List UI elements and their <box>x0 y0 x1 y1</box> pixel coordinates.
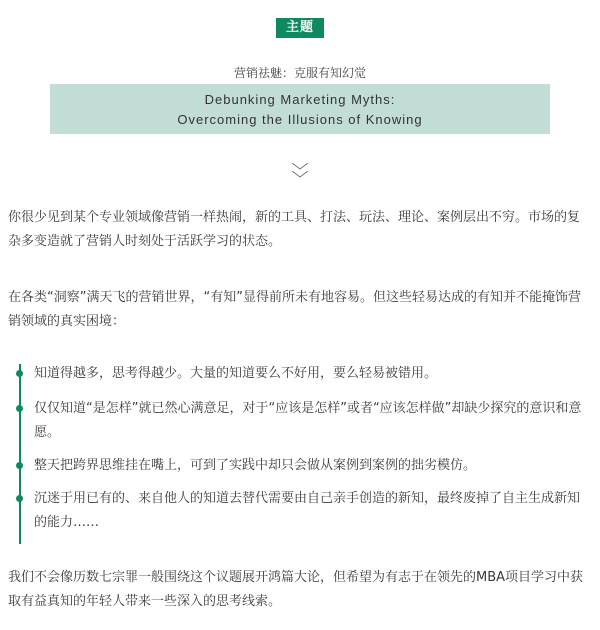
english-title-box <box>50 84 550 134</box>
bullet-dot-icon <box>16 495 23 502</box>
closing-paragraph: 我们不会像历数七宗罪一般围绕这个议题展开鸿篇大论，但希望为有志于在领先的MBA项目学习中获取有益真知的年轻人带来一些深入的思考线索。 <box>8 570 584 609</box>
list-item: 整天把跨界思维挂在嘴上，可到了实践中却只会做从案例到案例的拙劣模仿。 <box>34 458 477 473</box>
list-item: 沉迷于用已有的、来自他人的知道去替代需要由自己亲手创造的新知，最终废掉了自主生成新知的能力…… <box>34 491 581 530</box>
dilemma-paragraph: 在各类“洞察”满天飞的营销世界，“有知”显得前所未有地容易。但这些轻易达成的有知并不能掩饰营销领域的真实困境： <box>8 290 581 329</box>
double-chevron-down-icon <box>291 160 309 182</box>
intro-paragraph: 你很少见到某个专业领域像营销一样热闹，新的工具、打法、玩法、理论、案例层出不穷。市场的复杂多变造就了营销人时刻处于活跃学习的状态。 <box>8 210 581 249</box>
bullet-dot-icon <box>16 370 23 377</box>
english-title-line2: Overcoming the Illusions of Knowing <box>177 112 423 127</box>
english-title-line1: Debunking Marketing Myths: <box>204 92 396 107</box>
chinese-subtitle: 营销祛魅：克服有知幻觉 <box>233 66 366 80</box>
list-timeline-line <box>19 364 21 544</box>
topic-badge: 主题 <box>276 18 324 38</box>
list-item: 仅仅知道“是怎样”就已然心满意足，对于“应该是怎样”或者“应该怎样做”却缺少探究的意识和意愿。 <box>34 401 582 440</box>
bullet-dot-icon <box>16 405 23 412</box>
bullet-dot-icon <box>16 462 23 469</box>
list-item: 知道得越多，思考得越少。大量的知道要么不好用，要么轻易被错用。 <box>34 366 438 381</box>
